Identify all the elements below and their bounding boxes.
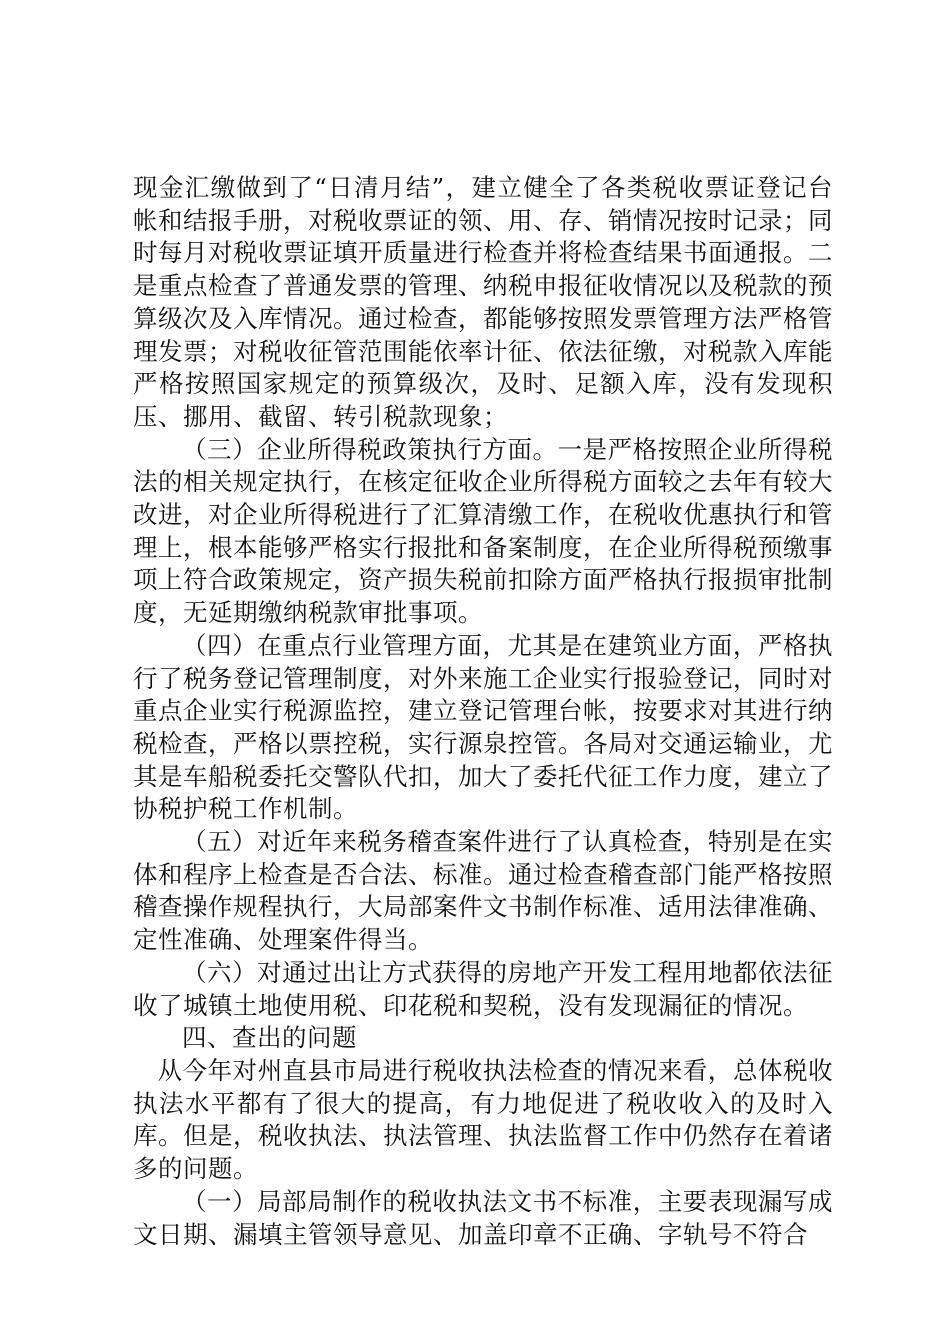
paragraph-tax-audit-cases: （五）对近年来税务稽查案件进行了认真检查，特别是在实体和程序上检查是否合法、标准。通过检查稽查部门能严格按照稽查操作规程执行，大局部案件文书制作标准、适用法律准确、定性准确、处理案件得当。 <box>133 827 833 955</box>
document-body <box>133 172 833 1251</box>
paragraph-overall-assessment: 从今年对州直县市局进行税收执法检查的情况来看，总体税收执法水平都有了很大的提高，有力地促进了税收收入的及时入库。但是，税收执法、执法管理、执法监督工作中仍然存在着诸多的问题。 <box>133 1055 833 1184</box>
section-heading-problems-found: 四、查出的问题 <box>182 1023 357 1053</box>
paragraph-nonstandard-documents: （一）局部局制作的税收执法文书不标准，主要表现漏写成文日期、漏填主管领导意见、加盖印章不正确、字轨号不符合 <box>133 1186 833 1249</box>
paragraph-key-industry-management: （四）在重点行业管理方面，尤其是在建筑业方面，严格执行了税务登记管理制度，对外来施工企业实行报验登记，同时对重点企业实行税源监控，建立登记管理台帐，按要求对其进行纳税检查，严格以票控税，实行源泉控管。各局对交通运输业，尤其是车船税委托交警队代扣，加大了委托代征工作力度，建立了协税护税工作机制。 <box>133 630 833 824</box>
paragraph-cash-remittance: 现金汇缴做到了“日清月结”，建立健全了各类税收票证登记台帐和结报手册，对税收票证的领、用、存、销情况按时记录；同时每月对税收票证填开质量进行检查并将检查结果书面通报。二是重点检查了普通发票的管理、纳税申报征收情况以及税款的预算级次及入库情况。通过检查，都能够按照发票管理方法严格管理发票；对税收征管范围能依率计征、依法征缴，对税款入库能严格按照国家规定的预算级次，及时、足额入库，没有发现积压、挪用、截留、转引税款现象； <box>133 173 833 431</box>
paragraph-land-use-tax: （六）对通过出让方式获得的房地产开发工程用地都依法征收了城镇土地使用税、印花税和契税，没有发现漏征的情况。 <box>133 957 833 1020</box>
paragraph-enterprise-income-tax: （三）企业所得税政策执行方面。一是严格按照企业所得税法的相关规定执行，在核定征收企业所得税方面较之去年有较大改进，对企业所得税进行了汇算清缴工作，在税收优惠执行和管理上，根本能够严格实行报批和备案制度，在企业所得税预缴事项上符合政策规定，资产损失税前扣除方面严格执行报损审批制度，无延期缴纳税款审批事项。 <box>133 434 833 628</box>
